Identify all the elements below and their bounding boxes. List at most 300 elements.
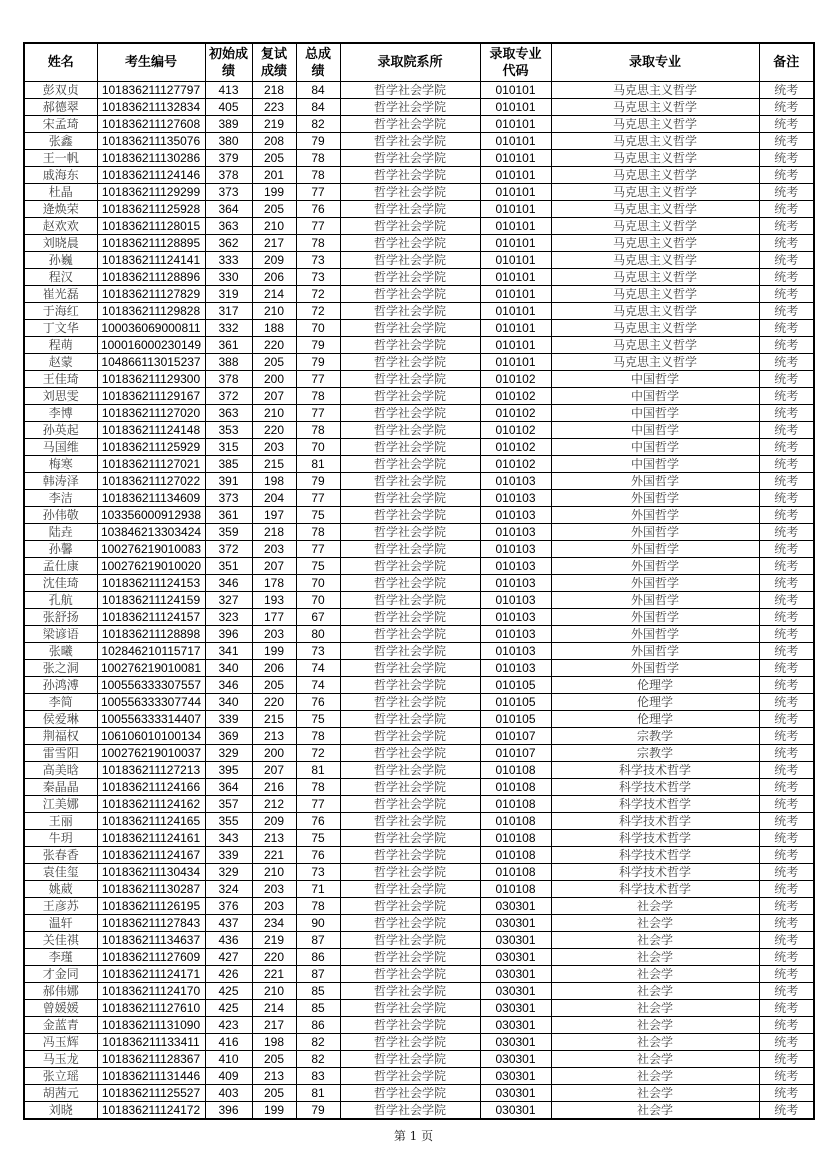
cell-retest-score: 219 <box>252 116 296 133</box>
cell-note: 统考 <box>759 354 814 371</box>
cell-name: 王丽 <box>24 813 97 830</box>
table-row <box>24 337 814 354</box>
cell-admit-major: 社会学 <box>551 898 759 915</box>
cell-major-code: 030301 <box>480 983 551 1000</box>
cell-initial-score: 396 <box>205 1102 252 1120</box>
cell-major-code: 010101 <box>480 218 551 235</box>
cell-admit-college: 哲学社会学院 <box>340 1051 480 1068</box>
cell-admit-major: 外国哲学 <box>551 660 759 677</box>
cell-major-code: 010101 <box>480 286 551 303</box>
cell-initial-score: 340 <box>205 660 252 677</box>
cell-name: 张春香 <box>24 847 97 864</box>
cell-candidate-id: 101836211132834 <box>97 99 205 116</box>
cell-initial-score: 329 <box>205 864 252 881</box>
cell-name: 于海红 <box>24 303 97 320</box>
cell-retest-score: 205 <box>252 1085 296 1102</box>
cell-note: 统考 <box>759 745 814 762</box>
cell-total-score: 70 <box>296 439 340 456</box>
cell-initial-score: 343 <box>205 830 252 847</box>
col-header-admit-major: 录取专业 <box>551 43 759 82</box>
cell-total-score: 78 <box>296 422 340 439</box>
cell-candidate-id: 100016000230149 <box>97 337 205 354</box>
cell-total-score: 81 <box>296 1085 340 1102</box>
cell-name: 关佳祺 <box>24 932 97 949</box>
cell-major-code: 010102 <box>480 439 551 456</box>
cell-major-code: 010101 <box>480 320 551 337</box>
cell-major-code: 010105 <box>480 677 551 694</box>
cell-total-score: 77 <box>296 184 340 201</box>
table-row <box>24 881 814 898</box>
cell-note: 统考 <box>759 796 814 813</box>
cell-admit-college: 哲学社会学院 <box>340 116 480 133</box>
cell-total-score: 75 <box>296 711 340 728</box>
cell-candidate-id: 101836211124159 <box>97 592 205 609</box>
cell-note: 统考 <box>759 881 814 898</box>
cell-candidate-id: 101836211127021 <box>97 456 205 473</box>
cell-initial-score: 405 <box>205 99 252 116</box>
cell-candidate-id: 101836211127797 <box>97 82 205 99</box>
cell-note: 统考 <box>759 524 814 541</box>
cell-major-code: 010108 <box>480 881 551 898</box>
cell-total-score: 76 <box>296 694 340 711</box>
cell-total-score: 79 <box>296 354 340 371</box>
cell-admit-major: 马克思主义哲学 <box>551 286 759 303</box>
cell-major-code: 010108 <box>480 813 551 830</box>
cell-initial-score: 379 <box>205 150 252 167</box>
cell-admit-college: 哲学社会学院 <box>340 337 480 354</box>
cell-major-code: 010103 <box>480 490 551 507</box>
cell-admit-college: 哲学社会学院 <box>340 507 480 524</box>
cell-admit-major: 马克思主义哲学 <box>551 269 759 286</box>
cell-retest-score: 217 <box>252 235 296 252</box>
cell-total-score: 79 <box>296 133 340 150</box>
cell-name: 李洁 <box>24 490 97 507</box>
cell-note: 统考 <box>759 201 814 218</box>
cell-admit-major: 马克思主义哲学 <box>551 150 759 167</box>
table-row <box>24 864 814 881</box>
table-header-row <box>24 43 814 82</box>
cell-candidate-id: 101836211129828 <box>97 303 205 320</box>
cell-name: 陆垚 <box>24 524 97 541</box>
cell-admit-major: 科学技术哲学 <box>551 796 759 813</box>
table-row <box>24 303 814 320</box>
cell-major-code: 010103 <box>480 660 551 677</box>
cell-candidate-id: 101836211127843 <box>97 915 205 932</box>
table-row <box>24 1085 814 1102</box>
cell-retest-score: 213 <box>252 728 296 745</box>
cell-major-code: 010102 <box>480 388 551 405</box>
cell-retest-score: 207 <box>252 762 296 779</box>
cell-admit-college: 哲学社会学院 <box>340 541 480 558</box>
table-row <box>24 1034 814 1051</box>
cell-note: 统考 <box>759 660 814 677</box>
cell-name: 逄焕荣 <box>24 201 97 218</box>
col-header-major-code: 录取专业代码 <box>480 43 551 82</box>
cell-candidate-id: 101836211124153 <box>97 575 205 592</box>
cell-total-score: 72 <box>296 745 340 762</box>
cell-major-code: 010107 <box>480 728 551 745</box>
cell-total-score: 82 <box>296 1034 340 1051</box>
cell-admit-college: 哲学社会学院 <box>340 235 480 252</box>
cell-retest-score: 221 <box>252 966 296 983</box>
table-row <box>24 949 814 966</box>
cell-note: 统考 <box>759 218 814 235</box>
cell-admit-college: 哲学社会学院 <box>340 490 480 507</box>
table-row <box>24 592 814 609</box>
cell-admit-college: 哲学社会学院 <box>340 864 480 881</box>
cell-candidate-id: 100276219010020 <box>97 558 205 575</box>
cell-note: 统考 <box>759 813 814 830</box>
cell-initial-score: 361 <box>205 507 252 524</box>
cell-admit-major: 中国哲学 <box>551 422 759 439</box>
cell-total-score: 75 <box>296 558 340 575</box>
cell-total-score: 83 <box>296 1068 340 1085</box>
cell-admit-major: 马克思主义哲学 <box>551 252 759 269</box>
table-row <box>24 558 814 575</box>
cell-major-code: 010108 <box>480 847 551 864</box>
cell-candidate-id: 100036069000811 <box>97 320 205 337</box>
cell-retest-score: 210 <box>252 864 296 881</box>
cell-admit-major: 社会学 <box>551 1034 759 1051</box>
cell-major-code: 010103 <box>480 507 551 524</box>
cell-admit-major: 马克思主义哲学 <box>551 184 759 201</box>
cell-name: 荆福权 <box>24 728 97 745</box>
cell-candidate-id: 100556333314407 <box>97 711 205 728</box>
cell-candidate-id: 101836211124162 <box>97 796 205 813</box>
cell-retest-score: 198 <box>252 473 296 490</box>
cell-retest-score: 205 <box>252 201 296 218</box>
cell-major-code: 010101 <box>480 252 551 269</box>
cell-retest-score: 205 <box>252 354 296 371</box>
table-row <box>24 762 814 779</box>
table-row <box>24 490 814 507</box>
cell-admit-major: 宗教学 <box>551 728 759 745</box>
cell-initial-score: 395 <box>205 762 252 779</box>
cell-admit-major: 马克思主义哲学 <box>551 303 759 320</box>
cell-note: 统考 <box>759 150 814 167</box>
cell-total-score: 80 <box>296 626 340 643</box>
cell-total-score: 67 <box>296 609 340 626</box>
table-row <box>24 354 814 371</box>
cell-total-score: 86 <box>296 1017 340 1034</box>
cell-major-code: 010108 <box>480 779 551 796</box>
cell-admit-major: 社会学 <box>551 983 759 1000</box>
cell-name: 程萌 <box>24 337 97 354</box>
cell-major-code: 010101 <box>480 99 551 116</box>
cell-candidate-id: 100276219010081 <box>97 660 205 677</box>
cell-admit-major: 社会学 <box>551 1000 759 1017</box>
table-row <box>24 643 814 660</box>
cell-candidate-id: 101836211128015 <box>97 218 205 235</box>
cell-initial-score: 373 <box>205 184 252 201</box>
cell-retest-score: 215 <box>252 456 296 473</box>
cell-initial-score: 353 <box>205 422 252 439</box>
cell-admit-college: 哲学社会学院 <box>340 762 480 779</box>
cell-total-score: 76 <box>296 813 340 830</box>
cell-total-score: 77 <box>296 490 340 507</box>
cell-initial-score: 319 <box>205 286 252 303</box>
cell-name: 张鑫 <box>24 133 97 150</box>
cell-retest-score: 209 <box>252 252 296 269</box>
cell-major-code: 010101 <box>480 201 551 218</box>
cell-note: 统考 <box>759 592 814 609</box>
cell-admit-college: 哲学社会学院 <box>340 915 480 932</box>
cell-retest-score: 199 <box>252 184 296 201</box>
cell-retest-score: 221 <box>252 847 296 864</box>
cell-initial-score: 427 <box>205 949 252 966</box>
cell-retest-score: 188 <box>252 320 296 337</box>
cell-candidate-id: 106106010100134 <box>97 728 205 745</box>
cell-major-code: 010101 <box>480 184 551 201</box>
cell-major-code: 030301 <box>480 1068 551 1085</box>
cell-admit-major: 外国哲学 <box>551 643 759 660</box>
cell-note: 统考 <box>759 286 814 303</box>
cell-admit-major: 社会学 <box>551 966 759 983</box>
cell-retest-score: 200 <box>252 745 296 762</box>
cell-name: 姚葳 <box>24 881 97 898</box>
cell-retest-score: 203 <box>252 881 296 898</box>
cell-initial-score: 327 <box>205 592 252 609</box>
cell-admit-major: 中国哲学 <box>551 405 759 422</box>
cell-admit-major: 社会学 <box>551 949 759 966</box>
cell-admit-major: 社会学 <box>551 1102 759 1120</box>
cell-name: 张之洞 <box>24 660 97 677</box>
cell-retest-score: 215 <box>252 711 296 728</box>
cell-total-score: 78 <box>296 779 340 796</box>
cell-name: 秦晶晶 <box>24 779 97 796</box>
cell-admit-major: 伦理学 <box>551 711 759 728</box>
cell-retest-score: 193 <box>252 592 296 609</box>
cell-admit-college: 哲学社会学院 <box>340 218 480 235</box>
cell-admit-college: 哲学社会学院 <box>340 405 480 422</box>
cell-name: 孙伟敬 <box>24 507 97 524</box>
cell-initial-score: 426 <box>205 966 252 983</box>
cell-major-code: 010101 <box>480 269 551 286</box>
cell-admit-major: 马克思主义哲学 <box>551 99 759 116</box>
cell-admit-college: 哲学社会学院 <box>340 677 480 694</box>
cell-admit-major: 社会学 <box>551 915 759 932</box>
cell-admit-college: 哲学社会学院 <box>340 82 480 99</box>
cell-admit-college: 哲学社会学院 <box>340 1000 480 1017</box>
cell-initial-score: 425 <box>205 1000 252 1017</box>
cell-admit-college: 哲学社会学院 <box>340 966 480 983</box>
cell-name: 孟仕康 <box>24 558 97 575</box>
cell-initial-score: 315 <box>205 439 252 456</box>
cell-major-code: 010105 <box>480 694 551 711</box>
table-row <box>24 711 814 728</box>
cell-initial-score: 364 <box>205 201 252 218</box>
cell-initial-score: 372 <box>205 388 252 405</box>
cell-admit-major: 马克思主义哲学 <box>551 116 759 133</box>
cell-initial-score: 329 <box>205 745 252 762</box>
cell-admit-college: 哲学社会学院 <box>340 847 480 864</box>
cell-initial-score: 355 <box>205 813 252 830</box>
cell-admit-college: 哲学社会学院 <box>340 1017 480 1034</box>
cell-candidate-id: 101836211130434 <box>97 864 205 881</box>
cell-name: 王彦苏 <box>24 898 97 915</box>
cell-retest-score: 223 <box>252 99 296 116</box>
cell-candidate-id: 101836211124172 <box>97 1102 205 1120</box>
table-row <box>24 439 814 456</box>
cell-candidate-id: 101836211135076 <box>97 133 205 150</box>
cell-admit-college: 哲学社会学院 <box>340 932 480 949</box>
cell-candidate-id: 101836211129167 <box>97 388 205 405</box>
cell-name: 胡茜元 <box>24 1085 97 1102</box>
cell-candidate-id: 101836211124171 <box>97 966 205 983</box>
cell-name: 温轩 <box>24 915 97 932</box>
cell-note: 统考 <box>759 337 814 354</box>
cell-total-score: 73 <box>296 864 340 881</box>
cell-note: 统考 <box>759 252 814 269</box>
cell-major-code: 010102 <box>480 405 551 422</box>
cell-admit-major: 马克思主义哲学 <box>551 320 759 337</box>
cell-major-code: 010103 <box>480 524 551 541</box>
cell-major-code: 010101 <box>480 303 551 320</box>
cell-initial-score: 363 <box>205 405 252 422</box>
cell-admit-college: 哲学社会学院 <box>340 1068 480 1085</box>
cell-candidate-id: 101836211125929 <box>97 439 205 456</box>
cell-note: 统考 <box>759 932 814 949</box>
table-row <box>24 286 814 303</box>
cell-admit-college: 哲学社会学院 <box>340 592 480 609</box>
cell-note: 统考 <box>759 507 814 524</box>
cell-admit-college: 哲学社会学院 <box>340 354 480 371</box>
cell-admit-college: 哲学社会学院 <box>340 1085 480 1102</box>
table-row <box>24 252 814 269</box>
cell-admit-major: 中国哲学 <box>551 388 759 405</box>
cell-note: 统考 <box>759 677 814 694</box>
cell-candidate-id: 101836211124157 <box>97 609 205 626</box>
cell-note: 统考 <box>759 541 814 558</box>
cell-name: 赵蒙 <box>24 354 97 371</box>
cell-name: 郝伟娜 <box>24 983 97 1000</box>
cell-initial-score: 388 <box>205 354 252 371</box>
cell-candidate-id: 101836211129299 <box>97 184 205 201</box>
cell-retest-score: 210 <box>252 983 296 1000</box>
table-row <box>24 1000 814 1017</box>
cell-name: 马国维 <box>24 439 97 456</box>
cell-note: 统考 <box>759 1068 814 1085</box>
cell-note: 统考 <box>759 167 814 184</box>
cell-admit-college: 哲学社会学院 <box>340 779 480 796</box>
cell-note: 统考 <box>759 490 814 507</box>
table-row <box>24 507 814 524</box>
cell-name: 高美晗 <box>24 762 97 779</box>
cell-name: 崔光磊 <box>24 286 97 303</box>
cell-note: 统考 <box>759 371 814 388</box>
cell-major-code: 010101 <box>480 337 551 354</box>
cell-admit-college: 哲学社会学院 <box>340 728 480 745</box>
cell-candidate-id: 101836211124161 <box>97 830 205 847</box>
cell-major-code: 010101 <box>480 82 551 99</box>
cell-retest-score: 219 <box>252 932 296 949</box>
cell-candidate-id: 101836211128895 <box>97 235 205 252</box>
cell-retest-score: 203 <box>252 898 296 915</box>
cell-total-score: 79 <box>296 337 340 354</box>
cell-name: 宋孟琦 <box>24 116 97 133</box>
cell-admit-major: 马克思主义哲学 <box>551 133 759 150</box>
cell-admit-major: 外国哲学 <box>551 507 759 524</box>
cell-name: 李简 <box>24 694 97 711</box>
cell-note: 统考 <box>759 133 814 150</box>
cell-major-code: 010103 <box>480 609 551 626</box>
cell-note: 统考 <box>759 864 814 881</box>
cell-admit-major: 马克思主义哲学 <box>551 201 759 218</box>
table-row <box>24 133 814 150</box>
cell-major-code: 010108 <box>480 762 551 779</box>
cell-major-code: 010101 <box>480 354 551 371</box>
cell-admit-college: 哲学社会学院 <box>340 320 480 337</box>
cell-note: 统考 <box>759 898 814 915</box>
cell-admit-major: 外国哲学 <box>551 592 759 609</box>
cell-retest-score: 198 <box>252 1034 296 1051</box>
cell-admit-college: 哲学社会学院 <box>340 711 480 728</box>
cell-major-code: 010108 <box>480 796 551 813</box>
cell-admit-college: 哲学社会学院 <box>340 1102 480 1120</box>
cell-retest-score: 216 <box>252 779 296 796</box>
cell-total-score: 73 <box>296 269 340 286</box>
cell-name: 金蓝青 <box>24 1017 97 1034</box>
cell-retest-score: 207 <box>252 558 296 575</box>
cell-note: 统考 <box>759 1085 814 1102</box>
cell-initial-score: 363 <box>205 218 252 235</box>
cell-admit-major: 马克思主义哲学 <box>551 337 759 354</box>
cell-initial-score: 317 <box>205 303 252 320</box>
table-row <box>24 966 814 983</box>
cell-note: 统考 <box>759 99 814 116</box>
table-row <box>24 898 814 915</box>
cell-total-score: 85 <box>296 983 340 1000</box>
cell-major-code: 010103 <box>480 541 551 558</box>
table-row <box>24 116 814 133</box>
cell-major-code: 030301 <box>480 966 551 983</box>
cell-name: 牛玥 <box>24 830 97 847</box>
cell-candidate-id: 101836211130286 <box>97 150 205 167</box>
cell-initial-score: 373 <box>205 490 252 507</box>
cell-major-code: 010102 <box>480 456 551 473</box>
cell-admit-major: 中国哲学 <box>551 439 759 456</box>
cell-total-score: 78 <box>296 388 340 405</box>
cell-total-score: 73 <box>296 643 340 660</box>
table-row <box>24 983 814 1000</box>
table-row <box>24 745 814 762</box>
cell-initial-score: 425 <box>205 983 252 1000</box>
cell-admit-college: 哲学社会学院 <box>340 150 480 167</box>
cell-candidate-id: 101836211124146 <box>97 167 205 184</box>
cell-admit-major: 外国哲学 <box>551 575 759 592</box>
cell-major-code: 010102 <box>480 371 551 388</box>
cell-candidate-id: 100556333307557 <box>97 677 205 694</box>
cell-initial-score: 330 <box>205 269 252 286</box>
cell-candidate-id: 103356000912938 <box>97 507 205 524</box>
cell-total-score: 77 <box>296 218 340 235</box>
cell-total-score: 86 <box>296 949 340 966</box>
cell-initial-score: 437 <box>205 915 252 932</box>
cell-note: 统考 <box>759 320 814 337</box>
table-row <box>24 728 814 745</box>
cell-name: 刘晓 <box>24 1102 97 1120</box>
cell-total-score: 76 <box>296 847 340 864</box>
table-row <box>24 456 814 473</box>
cell-name: 袁佳玺 <box>24 864 97 881</box>
cell-admit-major: 科学技术哲学 <box>551 830 759 847</box>
cell-note: 统考 <box>759 779 814 796</box>
cell-major-code: 010101 <box>480 116 551 133</box>
cell-candidate-id: 100556333307744 <box>97 694 205 711</box>
cell-initial-score: 333 <box>205 252 252 269</box>
cell-note: 统考 <box>759 915 814 932</box>
cell-admit-major: 社会学 <box>551 1068 759 1085</box>
